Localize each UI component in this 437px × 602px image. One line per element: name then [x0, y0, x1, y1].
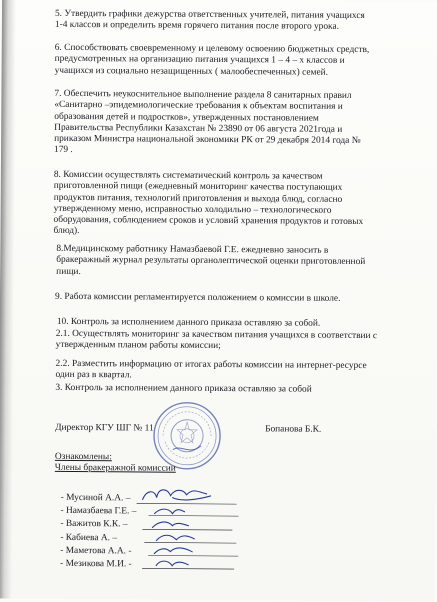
point-8-line-5: оборудования, соблюдением сроков и условий хранения продуктов и готовых — [53, 215, 364, 228]
director-title: Директор КГУ ШГ № 11 — [55, 422, 154, 434]
point-7 — [54, 89, 392, 159]
point-6 — [55, 43, 393, 79]
commission-members-heading: Члены бракеражной комиссии — [54, 462, 176, 474]
point-8-medical-line-1: 8.Медицинскому работнику Намазбаевой Г.Е. ежедневно заносить в — [56, 243, 329, 256]
director-name: Бопанова Б.К. — [265, 424, 322, 435]
member-line: - Мезикова М.И. - — [60, 558, 132, 570]
point-8-line-2: приготовленной пищи (ежедневный мониторинг качества поступающих — [53, 181, 343, 194]
point-2-1 — [56, 329, 396, 354]
member-line: - Важитов К.К. – — [60, 518, 128, 530]
point-7-line-6: 179 . — [54, 145, 73, 156]
point-3: 3. Контроль за исполнением данного приказа оставляю за собой — [55, 382, 312, 395]
point-8-line-3: продуктов питания, технологий приготовления и выхода блюд, согласно — [53, 192, 343, 205]
point-8-medical-line-3: пищи. — [56, 266, 81, 277]
point-2-2-line-2: один раз в квартал. — [55, 370, 132, 381]
point-2-2-line-1: 2.2. Разместить информацию от итогах работы комиссии на интернет-ресурсе — [55, 358, 367, 372]
scan-edge-shadow — [0, 0, 16, 599]
point-10: 10. Контроль за исполнением данного приказа оставляю за собой. — [56, 316, 321, 329]
member-line: - Кабиева А. – — [60, 532, 118, 544]
point-7-line-1: 7. Обеспечить неукоснительное выполнение раздела 8 санитарных правил — [54, 88, 352, 101]
point-8 — [53, 170, 391, 240]
point-2-1-line-2: утвержденным планом работы комиссии; — [55, 340, 221, 352]
point-5-line-1: 5. Утвердить графики дежурства ответственных учителей, питания учащихся — [54, 8, 365, 22]
point-7-line-3: образования детей и подростков», утвержденных постановлением — [54, 111, 319, 124]
point-7-line-2: «Санитарно –эпидемиологические требования к объектам воспитания и — [54, 100, 343, 113]
point-6-line-2: предусмотренных на организацию питания учащихся 1 – 4 – х классов и — [54, 54, 345, 67]
member-line: - Мусиной А.А. – — [60, 492, 131, 504]
point-5-line-2: 1-4 классов и определить время горячего питания после второго урока. — [54, 20, 340, 33]
point-8-medical — [56, 244, 392, 280]
handwritten-signature-icon — [136, 485, 247, 572]
point-9: 9. Работа комиссии регламентируется положением о комиссии в школе. — [54, 291, 341, 304]
point-8-line-1: 8. Комиссии осуществлять систематический контроль за качеством — [53, 169, 323, 182]
acquainted-heading: Ознакомлены: — [54, 451, 112, 463]
point-2-1-line-1: 2.1. Осуществлять мониторинг за качеством питания учащихся в соответствии с — [55, 328, 378, 342]
member-line: - Маметова А.А. - — [60, 545, 132, 557]
point-8-line-6: блюд). — [53, 226, 80, 237]
member-line: - Намазбаева Г.Е. – — [60, 505, 137, 517]
point-6-line-1: 6. Способствовать своевременному и целевому освоению бюджетных средств, — [54, 42, 370, 56]
point-8-medical-line-2: бракеражный журнал результаты органолептической оценки приготовленной — [56, 255, 366, 268]
point-6-line-3: учащихся из социально незащищенных ( малообеспеченных) семей. — [54, 65, 329, 78]
round-official-seal-icon — [151, 400, 224, 473]
point-2-2 — [55, 359, 395, 384]
point-7-line-5: приказом Министра национальной экономики РК от 29 декабря 2014 года № — [54, 134, 361, 147]
point-7-line-4: Правительства Республики Казахстан № 23890 от 06 августа 2021года и — [54, 122, 343, 135]
point-8-line-4: утвержденному меню, исправностью холодильно – технологического — [53, 203, 332, 216]
point-5 — [55, 9, 393, 34]
